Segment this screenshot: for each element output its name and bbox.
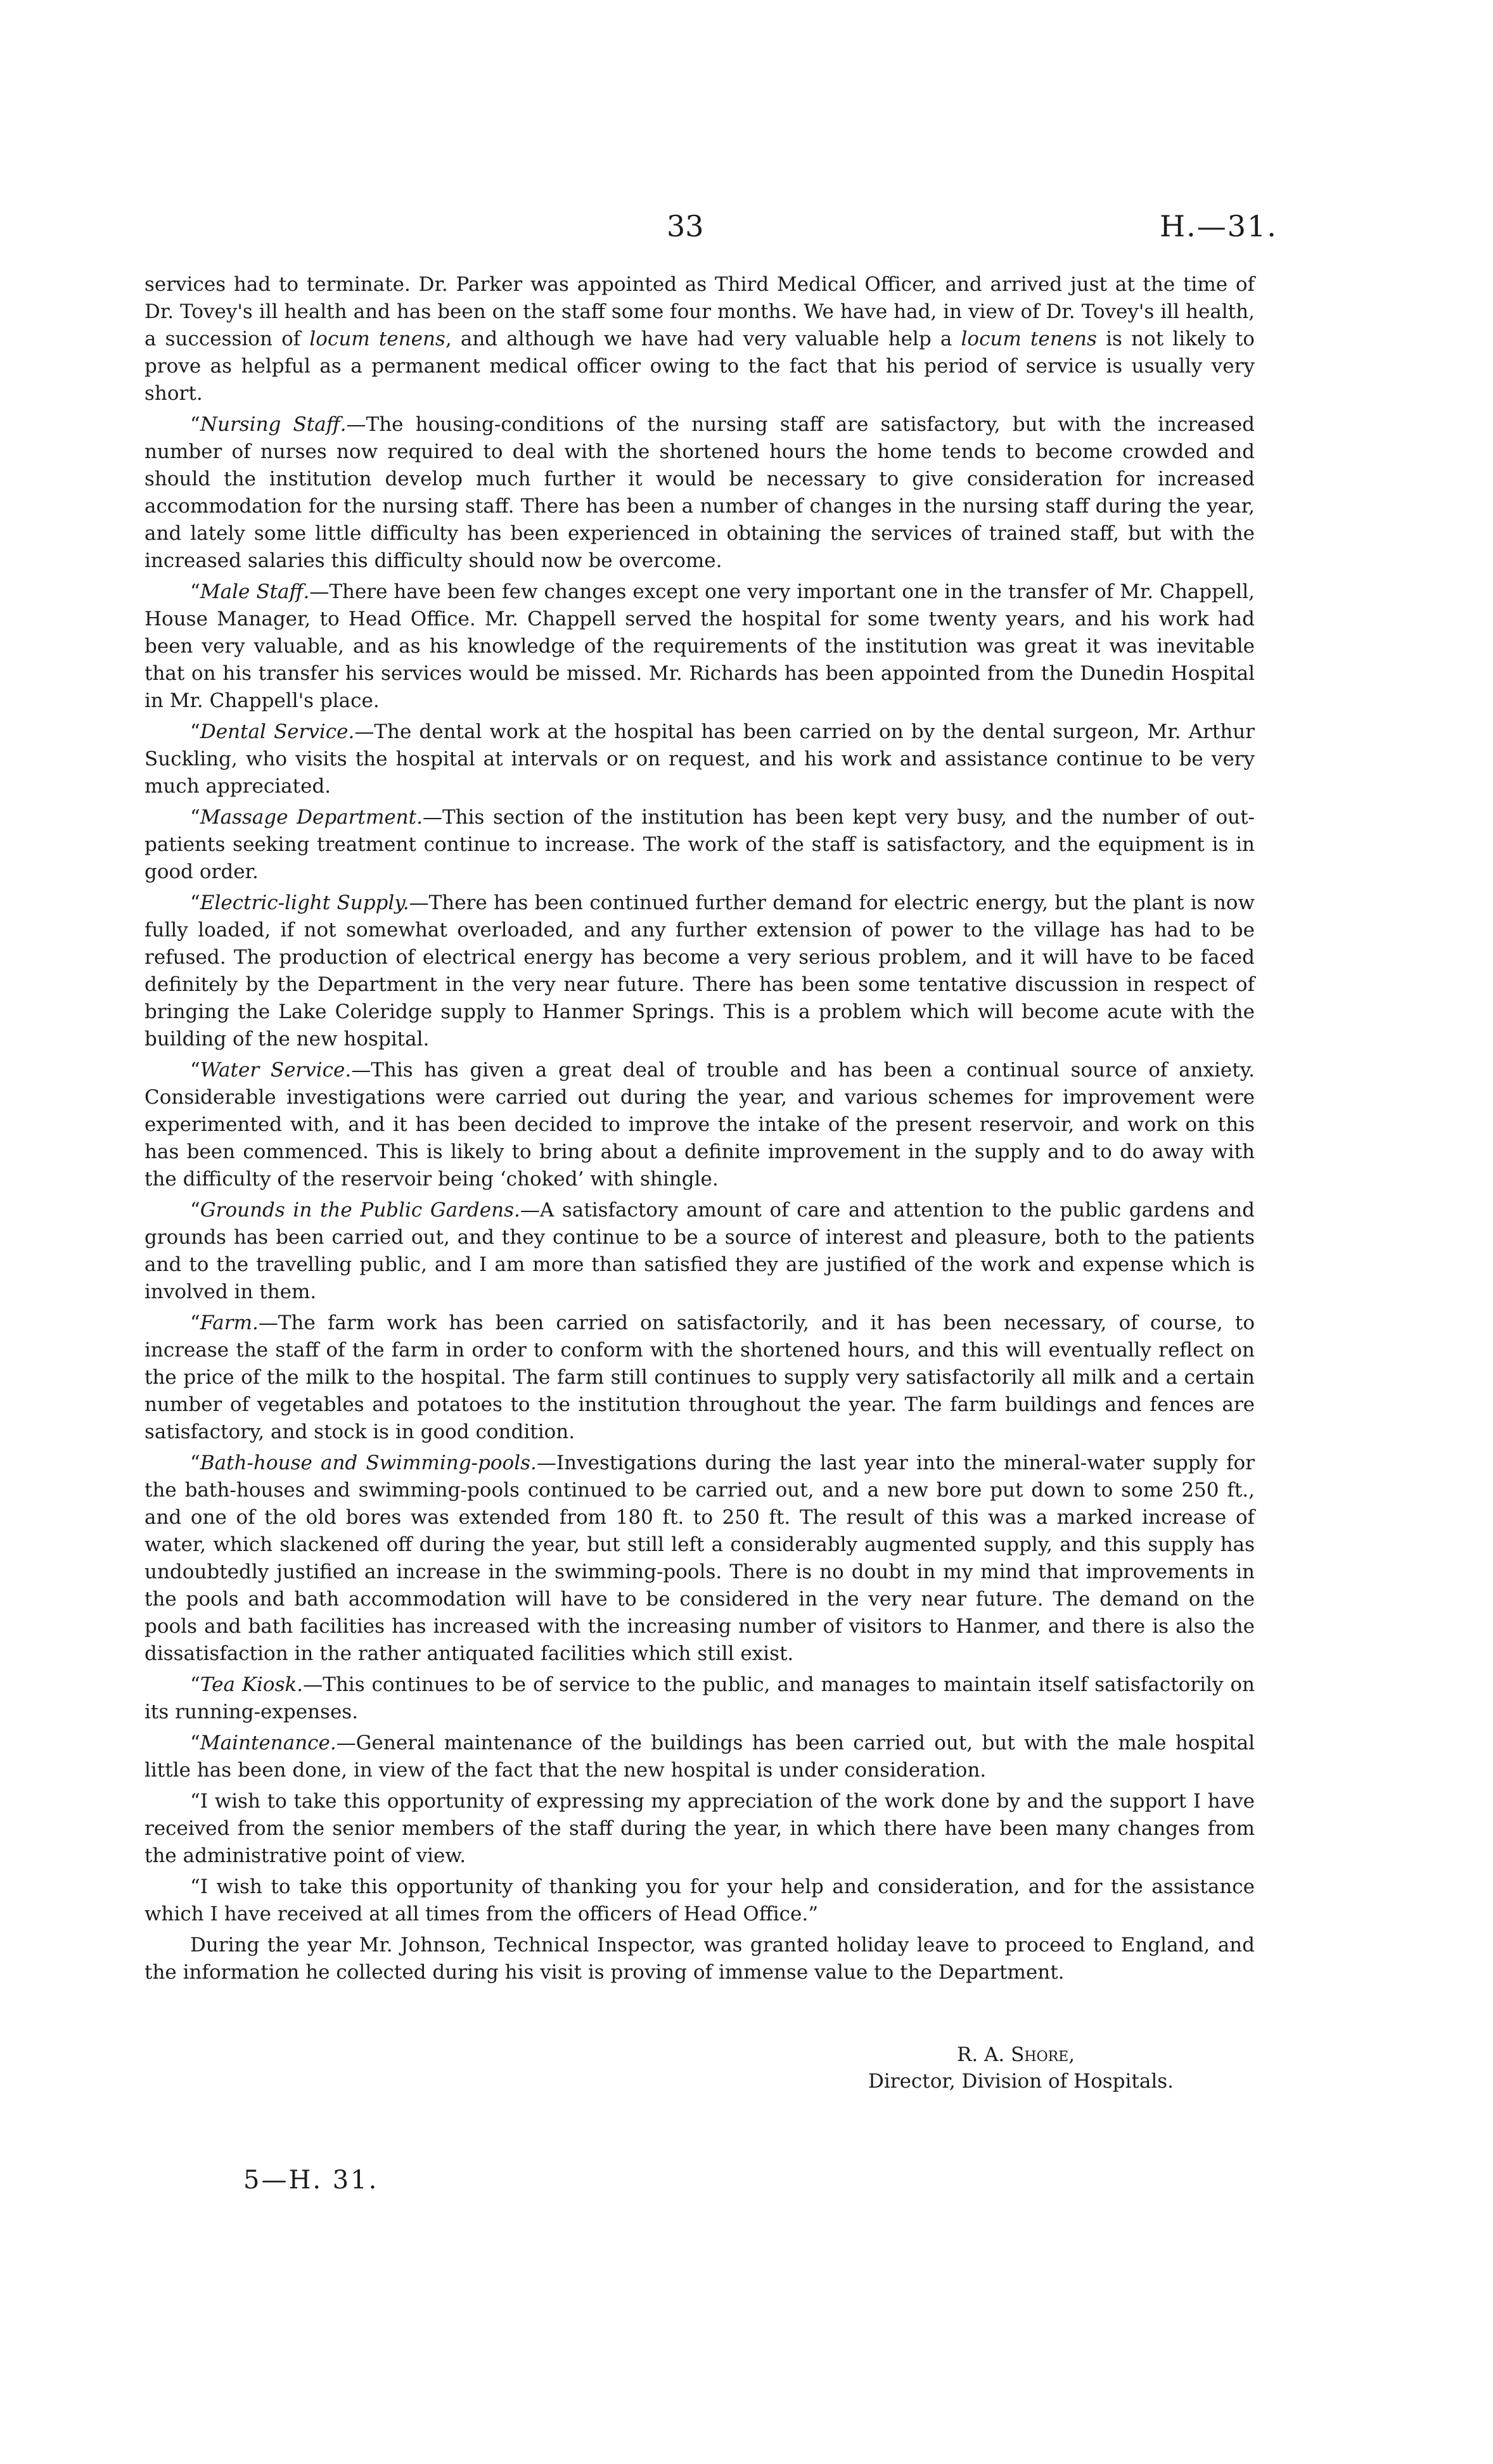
section-heading: Water Service. — [200, 1059, 352, 1082]
section-heading: Grounds in the Public Gardens. — [200, 1199, 520, 1222]
section-heading: Electric-light Supply. — [200, 891, 409, 914]
paragraph-maintenance: “Maintenance.—General maintenance of the buildings has been carried out, but with the male hospital little has been done, in view of the fact that the new hospital is under consideration. — [144, 1732, 1255, 1782]
paragraph-dental-service: “Dental Service.—The dental work at the hospital has been carried on by the dental surgeon, Mr. Arthur Suckling, who visits the hospital at intervals or on request, and his work and assistance continue to be very much appreciated. — [144, 720, 1255, 798]
section-heading: Male Staff. — [200, 580, 310, 603]
section-heading: Maintenance. — [200, 1732, 336, 1754]
document-reference: H.—31. — [1160, 209, 1278, 243]
paragraph-grounds-public-gardens: “Grounds in the Public Gardens.—A satisfactory amount of care and attention to the public gardens and grounds has been carried out, and they continue to be a source of interest and pleasure, both to the patients and to the travelling public, and I am more than satisfied they are justified of the work and expense which is involved in them. — [144, 1199, 1255, 1303]
paragraph-medical-staff-continued: services had to terminate. Dr. Parker was appointed as Third Medical Officer, and arrived just at the time of Dr. Tovey's ill health and has been on the staff some four months. We have had, in view of Dr. Tovey's ill health, a succession of locum tenens, and although we have had very valuable help a locum tenens is not likely to prove as helpful as a permanent medical officer owing to the fact that his period of service is usually very short. — [144, 273, 1255, 405]
paragraph-farm: “Farm.—The farm work has been carried on satisfactorily, and it has been necessary, of course, to increase the staff of the farm in order to conform with the shortened hours, and this will eventually reflect on the price of the milk to the hospital. The farm still continues to supply very satisfactorily all milk and a certain number of vegetables and potatoes to the institution throughout the year. The farm buildings and fences are satisfactory, and stock is in good condition. — [144, 1312, 1255, 1443]
paragraph-appreciation: “I wish to take this opportunity of expressing my appreciation of the work done by and the support I have received from the senior members of the staff during the year, in which there have been many changes from the administrative point of view. — [144, 1790, 1255, 1867]
paragraph-water-service: “Water Service.—This has given a great deal of trouble and has been a continual source of anxiety. Considerable investigations were carried out during the year, and various schemes for improvement were experimented with, and it has been decided to improve the intake of the present reservoir, and work on this has been commenced. This is likely to bring about a definite improvement in the supply and to do away with the difficulty of the reservoir being ‘choked’ with shingle. — [144, 1059, 1255, 1191]
paragraph-bath-house-swimming-pools: “Bath-house and Swimming-pools.—Investigations during the last year into the mineral-water supply for the bath-houses and swimming-pools continued to be carried out, and a new bore put down to some 250 ft., and one of the old bores was extended from 180 ft. to 250 ft. The result of this was a marked increase of water, which slackened off during the year, but still left a considerably augmented supply, and this supply has undoubtedly justified an increase in the swimming-pools. There is no doubt in my mind that improvements in the pools and bath accommodation will have to be considered in the very near future. The demand on the pools and bath facilities has increased with the increasing number of visitors to Hanmer, and there is also the dissatisfaction in the rather antiquated facilities which still exist. — [144, 1452, 1255, 1665]
signatory-title: Director, Division of Hospitals. — [868, 2070, 1174, 2093]
paragraph-technical-inspector: During the year Mr. Johnson, Technical Inspector, was granted holiday leave to proceed to England, and the information he collected during his visit is proving of immense value to the Department. — [144, 1934, 1255, 1984]
paragraph-electric-light-supply: “Electric-light Supply.—There has been continued further demand for electric energy, but the plant is now fully loaded, if not somewhat overloaded, and any further extension of power to the village has had to be refused. The production of electrical energy has become a very serious problem, and it will have to be faced definitely by the Department in the very near future. There has been some tentative discussion in respect of bringing the Lake Coleridge supply to Hanmer Springs. This is a problem which will become acute with the building of the new hospital. — [144, 891, 1255, 1050]
page-number: 33 — [667, 209, 704, 243]
signature-block — [868, 2041, 1261, 2095]
paragraph-male-staff: “Male Staff.—There have been few changes except one very important one in the transfer of Mr. Chappell, House Manager, to Head Office. Mr. Chappell served the hospital for some twenty years, and his work had been very valuable, and as his knowledge of the requirements of the institution was great it was inevitable that on his transfer his services would be missed. Mr. Richards has been appointed from the Dunedin Hospital in Mr. Chappell's place. — [144, 580, 1255, 712]
section-heading: Massage Department. — [200, 806, 423, 829]
paragraph-massage-department: “Massage Department.—This section of the institution has been kept very busy, and the number of out-patients seeking treatment continue to increase. The work of the staff is satisfactory, and the equipment is in good order. — [144, 806, 1255, 883]
sheet-reference: 5—H. 31. — [243, 2166, 379, 2195]
section-heading: Bath-house and Swimming-pools. — [200, 1452, 537, 1474]
report-body — [144, 271, 1255, 1990]
section-heading: Farm. — [200, 1312, 259, 1334]
section-heading: Dental Service. — [200, 720, 355, 743]
paragraph-tea-kiosk: “Tea Kiosk.—This continues to be of service to the public, and manages to maintain itself satisfactorily on its running-expenses. — [144, 1673, 1255, 1723]
signatory-name: R. A. Shore, — [957, 2043, 1075, 2066]
section-heading: Nursing Staff. — [200, 413, 347, 436]
paragraph-nursing-staff: “Nursing Staff.—The housing-conditions of the nursing staff are satisfactory, but with the increased number of nurses now required to deal with the shortened hours the home tends to become crowded and should the institution develop much further it would be necessary to give consideration for increased accommodation for the nursing staff. There has been a number of changes in the nursing staff during the year, and lately some little difficulty has been experienced in obtaining the services of trained staff, but with the increased salaries this difficulty should now be overcome. — [144, 413, 1255, 572]
section-heading: Tea Kiosk. — [200, 1673, 304, 1696]
paragraph-thanks: “I wish to take this opportunity of thanking you for your help and consideration, and for the assistance which I have received at all times from the officers of Head Office.” — [144, 1875, 1255, 1925]
